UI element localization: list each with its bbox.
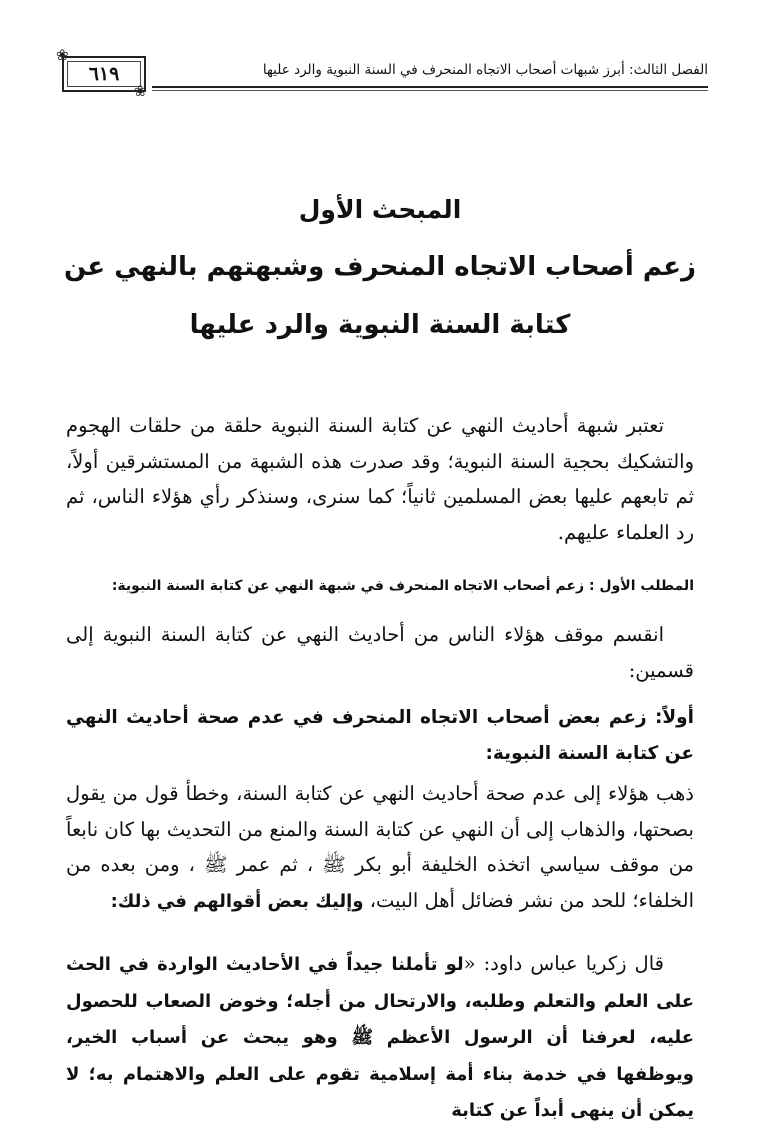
first-point-heading: أولاً: زعم بعض أصحاب الاتجاه المنحرف في عدم صحة أحاديث النهي عن كتابة السنة النبوية: xyxy=(66,707,694,764)
intro-paragraph: تعتبر شبهة أحاديث النهي عن كتابة السنة النبوية حلقة من حلقات الهجوم والتشكيك بحجية السنة النبوية؛ وقد صدرت هذه الشبهة من المستشرقين أولاً، ثم تابعهم عليها بعض المسلمين ثانياً؛ كما سنرى، وسنذكر رأي هؤلاء الناس، ثم رد العلماء عليهم. xyxy=(66,414,694,544)
quote-text: لو تأملنا جيداً في الأحاديث الواردة في الحث على العلم والتعلم وطلبه، والارتحال من أجله؛ وخوض الصعاب للحصول عليه، لعرفنا أن الرسول الأعظم ﷺ وهو يبحث عن أسباب الخير، ويوظفها في خدمة بناء أمة إسلامية تقوم على العلم والاهتمام به؛ لا يمكن أن ينهى أبداً عن كتابة xyxy=(66,954,694,1121)
quote-attribution: قال زكريا عباس داود: « xyxy=(463,952,664,975)
running-header xyxy=(56,46,708,100)
division-paragraph: انقسم موقف هؤلاء الناس من أحاديث النهي عن كتابة السنة النبوية إلى قسمين: xyxy=(66,623,694,682)
subsection-title: المطلب الأول : زعم أصحاب الاتجاه المنحرف في شبهة النهي عن كتابة السنة النبوية: xyxy=(111,578,694,594)
chapter-title: الفصل الثالث: أبرز شبهات أصحاب الاتجاه المنحرف في السنة النبوية والرد عليها xyxy=(262,62,708,78)
section-title-line-2: كتابة السنة النبوية والرد عليها xyxy=(189,310,571,340)
section-heading: المبحث الأول xyxy=(298,195,462,224)
first-point-body xyxy=(66,776,694,919)
header-rule-thin xyxy=(152,90,708,91)
page-number-text: ٦١٩ xyxy=(88,63,120,85)
first-point-body-emphasis: وإليك بعض أقوالهم في ذلك: xyxy=(110,890,364,912)
first-point-body-text: ذهب هؤلاء إلى عدم صحة أحاديث النهي عن كتابة السنة، وخطأ قول من يقول بصحتها، والذهاب إلى أن النهي عن كتابة السنة والمنع من التحديث بها كان نابعاً من موقف سياسي اتخذه الخليفة أبو بكر ﷺ ، ثم عمر ﷺ ، ومن بعده من الخلفاء؛ للحد من نشر فضائل أهل البيت، xyxy=(66,782,694,912)
section-title-line-1: زعم أصحاب الاتجاه المنحرف وشبهتهم بالنهي عن xyxy=(63,252,696,282)
quote-paragraph xyxy=(66,946,694,1129)
header-rule xyxy=(152,86,708,88)
floral-ornament-icon: ❀ xyxy=(56,46,69,64)
floral-ornament-icon: ❀ xyxy=(134,82,147,100)
